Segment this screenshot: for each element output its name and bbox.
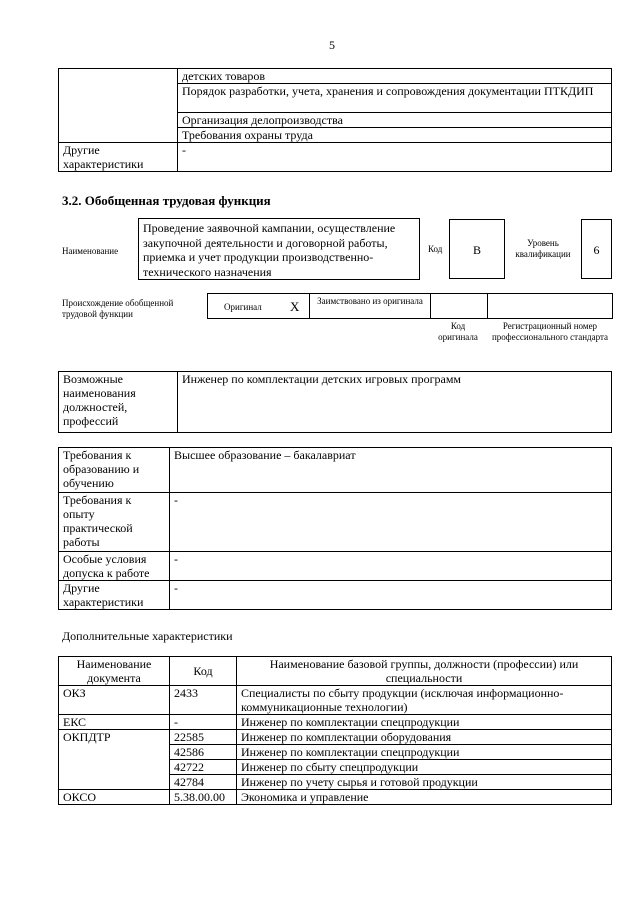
requirement-label: Требования к образованию и обучению xyxy=(59,448,170,493)
additional-doc: ОКЗ xyxy=(59,686,170,715)
requirement-label: Другие характеристики xyxy=(59,581,170,610)
code-label: Код xyxy=(428,244,443,254)
additional-name: Инженер по комплектации спецпродукции xyxy=(237,715,612,730)
origin-label: Происхождение обобщенной трудовой функции xyxy=(62,298,174,319)
requirement-value: - xyxy=(170,552,612,581)
origin-box xyxy=(207,293,613,319)
top-table-row: Организация делопроизводства xyxy=(178,113,612,128)
origin-code-caption: Код оригинала xyxy=(438,321,478,342)
requirement-value: - xyxy=(170,493,612,552)
additional-header: Код xyxy=(170,657,237,686)
level-label: Уровень квалификации xyxy=(515,238,571,259)
level-value: 6 xyxy=(581,219,612,279)
origin-mark: X xyxy=(290,299,300,314)
additional-code: 22585 xyxy=(170,730,237,745)
additional-name: Инженер по комплектации спецпродукции xyxy=(237,745,612,760)
requirements-table xyxy=(58,447,612,610)
top-table xyxy=(58,68,612,172)
name-label: Наименование xyxy=(62,246,119,256)
additional-header: Наименование базовой группы, должности (профессии) или специальности xyxy=(237,657,612,686)
additional-code: 5.38.00.00 xyxy=(170,790,237,805)
additional-code: - xyxy=(170,715,237,730)
positions-value: Инженер по комплектации детских игровых программ xyxy=(178,372,612,433)
page-number: 5 xyxy=(329,38,335,52)
other-characteristics-label: Другие характеристики xyxy=(59,143,178,172)
origin-borrowed: Заимствовано из оригинала xyxy=(317,296,423,306)
requirement-value: - xyxy=(170,581,612,610)
additional-doc: ОКСО xyxy=(59,790,170,805)
additional-name: Специалисты по сбыту продукции (исключая информационно-коммуникационные технологии) xyxy=(237,686,612,715)
positions-table xyxy=(58,371,612,433)
name-value: Проведение заявочной кампании, осуществление закупочной деятельности и договорной работы, приемка и учет продукции производственно-технического назначения xyxy=(138,218,420,280)
origin-original: Оригинал xyxy=(224,302,262,312)
additional-doc: ЕКС xyxy=(59,715,170,730)
top-table-row: Порядок разработки, учета, хранения и сопровождения документации ПТКДИП xyxy=(178,84,612,113)
additional-header: Наименование документа xyxy=(59,657,170,686)
top-table-row: Требования охраны труда xyxy=(178,128,612,143)
code-value: B xyxy=(449,219,505,279)
requirement-label: Требования к опыту практической работы xyxy=(59,493,170,552)
additional-code: 42586 xyxy=(170,745,237,760)
other-characteristics-value: - xyxy=(178,143,612,172)
top-table-row: детских товаров xyxy=(178,69,612,84)
additional-name: Инженер по сбыту спецпродукции xyxy=(237,760,612,775)
additional-code: 42784 xyxy=(170,775,237,790)
section-title: 3.2. Обобщенная трудовая функция xyxy=(62,193,271,208)
requirement-label: Особые условия допуска к работе xyxy=(59,552,170,581)
origin-reg-caption: Регистрационный номер профессионального стандарта xyxy=(491,321,609,342)
positions-label: Возможные наименования должностей, профессий xyxy=(59,372,178,433)
additional-code: 2433 xyxy=(170,686,237,715)
additional-doc: ОКПДТР xyxy=(59,730,170,790)
additional-name: Экономика и управление xyxy=(237,790,612,805)
additional-table xyxy=(58,656,612,805)
top-table-blank-cell xyxy=(59,69,178,143)
additional-code: 42722 xyxy=(170,760,237,775)
additional-name: Инженер по учету сырья и готовой продукции xyxy=(237,775,612,790)
additional-name: Инженер по комплектации оборудования xyxy=(237,730,612,745)
additional-title: Дополнительные характеристики xyxy=(62,629,233,643)
requirement-value: Высшее образование – бакалавриат xyxy=(170,448,612,493)
